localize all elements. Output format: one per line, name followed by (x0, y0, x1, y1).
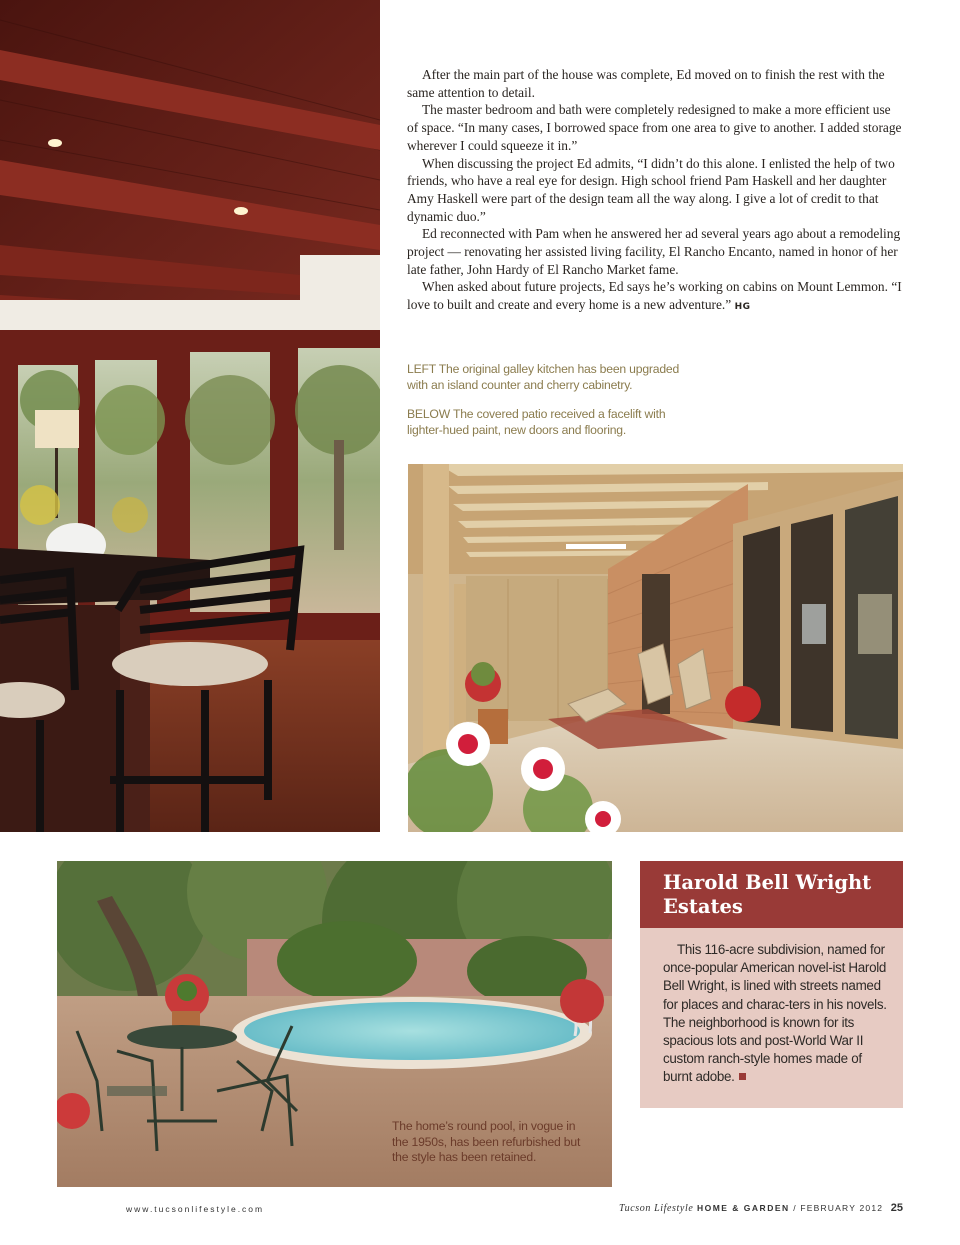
sidebar-text: This 116-acre subdivision, named for once-popular American novel-ist Harold Bell Wright, is lined with streets named for places and charac-ters in his novels. The neighborhood is known for its spacious lots and post-World War II custom ranch-style homes made of burnt adobe. (663, 942, 887, 1085)
article-paragraph: After the main part of the house was complete, Ed moved on to finish the rest with the same attention to detail. (407, 67, 885, 100)
article-paragraph: The master bedroom and bath were completely redesigned to make a more efficient use of space. “In many cases, I borrowed space from one area to give to another. I added storage wherever I could squeeze it in.” (407, 102, 902, 153)
footer-folio (619, 1202, 903, 1214)
article-paragraph (407, 278, 902, 316)
footer-date: FEBRUARY 2012 (800, 1203, 884, 1213)
footer-section: HOME & GARDEN (696, 1203, 790, 1213)
end-signature: HG (734, 302, 751, 313)
article-body (407, 66, 902, 317)
caption-below: BELOW The covered patio received a facelift with lighter-hued paint, new doors and flooring. (407, 407, 666, 437)
footer-separator: / (793, 1203, 797, 1213)
sidebar-paragraph (663, 941, 887, 1087)
caption-left: LEFT The original galley kitchen has been upgraded with an island counter and cherry cabinetry. (407, 362, 680, 392)
sidebar-body (640, 928, 903, 1108)
footer-publication: Tucson Lifestyle (619, 1203, 694, 1214)
sidebar-title: Harold Bell Wright Estates (663, 871, 872, 918)
pool-caption: The home’s round pool, in vogue in the 1950s, has been refurbished but the style has been retained. (392, 1119, 581, 1164)
article-last-paragraph-text: When asked about future projects, Ed says he’s working on cabins on Mount Lemmon. “I love to built and create and every home is a new adventure.” (407, 279, 902, 313)
page-number: 25 (890, 1202, 903, 1214)
article-paragraph: Ed reconnected with Pam when he answered her ad several years ago about a remodeling project — renovating her assisted living facility, El Rancho Encanto, named in honor of her late father, John Hardy of El Rancho Market fame. (407, 226, 901, 277)
kitchen-photo (0, 0, 380, 832)
footer-url: www.tucsonlifestyle.com (126, 1204, 265, 1214)
end-square-icon (739, 1073, 746, 1080)
sidebar-header (640, 861, 903, 928)
patio-illustration (408, 464, 903, 832)
kitchen-illustration (0, 0, 380, 832)
article-paragraph: When discussing the project Ed admits, “I didn’t do this alone. I enlisted the help of two friends, who have a real eye for design. High school friend Pam Haskell and her daughter Amy Haskell were part of the design team all the way along. I give a lot of credit to that dynamic duo.” (407, 155, 895, 224)
patio-photo (408, 464, 903, 832)
